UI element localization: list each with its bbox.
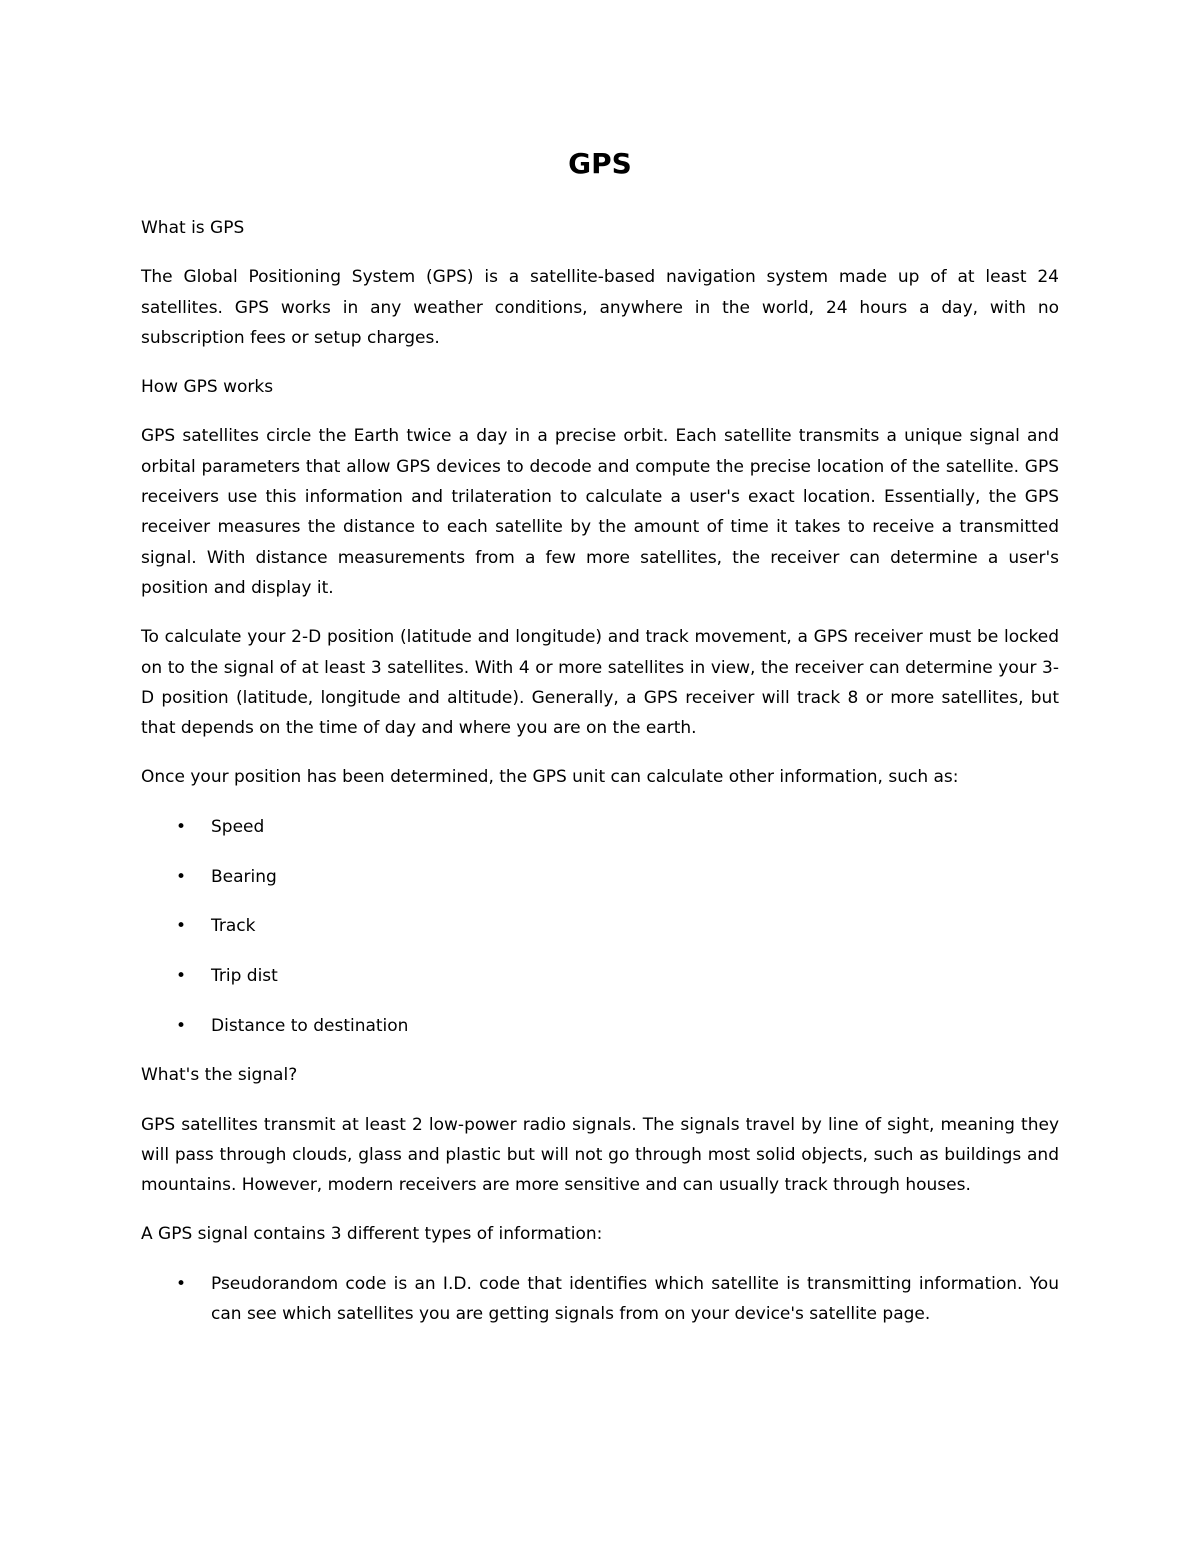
paragraph-how-works-1: GPS satellites circle the Earth twice a day in a precise orbit. Each satellite transmits a unique signal and orbital parameters that allow GPS devices to decode and compute the precise location of the satellite. GPS receivers use this information and trilateration to calculate a user's exact location. Essentially, the GPS receiver measures the distance to each satellite by the amount of time it takes to receive a transmitted signal. With distance measurements from a few more satellites, the receiver can determine a user's position and display it. bbox=[141, 426, 1059, 598]
paragraph-signal: GPS satellites transmit at least 2 low-power radio signals. The signals travel by line of sight, meaning they will pass through clouds, glass and plastic but will not go through most solid objects, such as buildings and mountains. However, modern receivers are more sensitive and can usually track through houses. bbox=[141, 1114, 1059, 1196]
bullet-icon: • bbox=[175, 1015, 187, 1036]
list-item bbox=[141, 1011, 1059, 1041]
document-title: GPS bbox=[568, 147, 632, 180]
document-page bbox=[141, 142, 1059, 1348]
bullet-icon: • bbox=[175, 866, 187, 887]
list-item-text: Speed bbox=[211, 816, 265, 837]
list-item bbox=[141, 812, 1059, 842]
bullet-icon: • bbox=[175, 916, 187, 937]
list-item-text: Track bbox=[211, 916, 256, 937]
bullet-icon: • bbox=[175, 1273, 187, 1294]
calc-info-list bbox=[141, 812, 1059, 1041]
list-item-text: Bearing bbox=[211, 866, 277, 887]
signal-types-list bbox=[141, 1269, 1059, 1330]
heading-how-gps-works: How GPS works bbox=[141, 377, 274, 398]
heading-whats-the-signal: What's the signal? bbox=[141, 1065, 298, 1086]
list-item-text: Distance to destination bbox=[211, 1015, 409, 1036]
paragraph-intro: The Global Positioning System (GPS) is a satellite-based navigation system made up of at least 24 satellites. GPS works in any weather conditions, anywhere in the world, 24 hours a day, with no subscription fees or setup charges. bbox=[141, 267, 1059, 348]
list-item bbox=[141, 862, 1059, 892]
paragraph-how-works-2: To calculate your 2-D position (latitude and longitude) and track movement, a GPS receiver must be locked on to the signal of at least 3 satellites. With 4 or more satellites in view, the receiver can determine your 3-D position (latitude, longitude and altitude). Generally, a GPS receiver will track 8 or more satellites, but that depends on the time of day and where you are on the earth. bbox=[141, 627, 1059, 739]
bullet-icon: • bbox=[175, 816, 187, 837]
bullet-icon: • bbox=[175, 966, 187, 987]
list-item-text: Trip dist bbox=[211, 966, 278, 987]
list-item-text: Pseudorandom code is an I.D. code that identifies which satellite is transmitting information. You can see which satellites you are getting signals from on your device's satellite page. bbox=[211, 1273, 1059, 1325]
paragraph-signal-types-intro: A GPS signal contains 3 different types of information: bbox=[141, 1224, 603, 1245]
paragraph-calc-intro: Once your position has been determined, the GPS unit can calculate other information, such as: bbox=[141, 767, 959, 788]
list-item bbox=[141, 961, 1059, 991]
list-item bbox=[141, 911, 1059, 941]
heading-what-is-gps: What is GPS bbox=[141, 218, 245, 238]
list-item bbox=[141, 1269, 1059, 1330]
